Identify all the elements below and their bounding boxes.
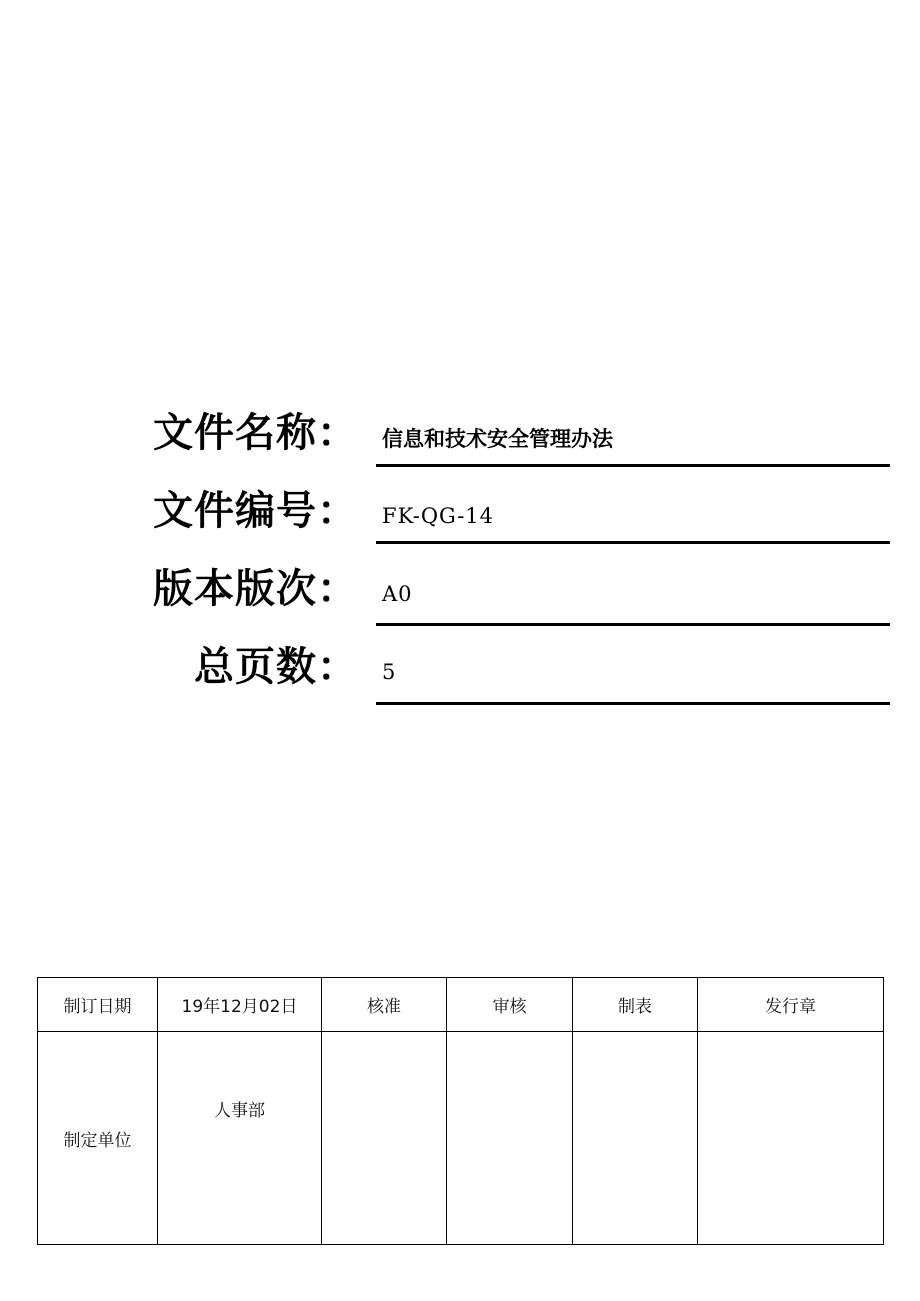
approval-table [37,977,884,1245]
date-label-cell: 制订日期 [38,978,158,1032]
table-row [38,978,884,1032]
approve-signature-cell [322,1032,447,1245]
document-name-label: 文件名称： [153,410,358,456]
document-number-label: 文件编号： [153,488,358,534]
document-number-value: FK-QG-14 [382,504,495,528]
review-label-cell: 审核 [447,978,573,1032]
table-row [38,1032,884,1245]
document-name-underline [376,464,890,467]
total-pages-label: 总页数： [194,644,358,690]
version-value: A0 [382,582,413,606]
approve-label-cell: 核准 [322,978,447,1032]
seal-label-cell: 发行章 [698,978,884,1032]
prepare-label-cell: 制表 [573,978,698,1032]
total-pages-value: 5 [382,660,397,684]
unit-label-cell: 制定单位 [38,1032,158,1245]
review-signature-cell [447,1032,573,1245]
version-underline [376,623,890,626]
seal-stamp-cell [698,1032,884,1245]
field-document-name [0,408,920,488]
field-document-number [0,486,920,566]
total-pages-underline [376,702,890,705]
prepare-signature-cell [573,1032,698,1245]
field-total-pages [0,642,920,722]
document-name-value: 信息和技术安全管理办法 [382,427,613,451]
unit-value-cell: 人事部 [158,1032,322,1245]
document-number-underline [376,541,890,544]
date-value-cell: 19年12月02日 [158,978,322,1032]
field-version [0,564,920,644]
version-label: 版本版次： [153,566,358,612]
